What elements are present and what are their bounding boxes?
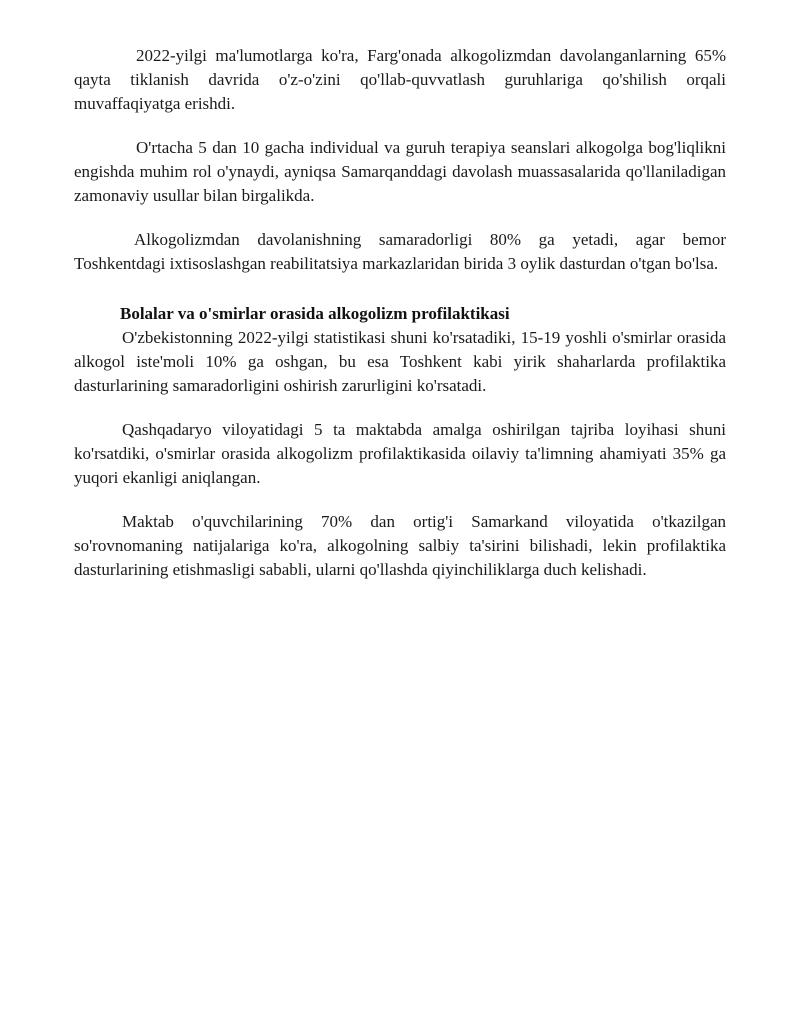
paragraph-fergana-recovery: 2022-yilgi ma'lumotlarga ko'ra, Farg'onada alkogolizmdan davolanganlarning 65% qayta tiklanish davrida o'z-o'zini qo'llab-quvvatlash guruhlariga qo'shilish orqali muvaffaqiyatga erishdi. [74, 46, 726, 113]
paragraph-kashkadarya-project: Qashqadaryo viloyatidagi 5 ta maktabda amalga oshirilgan tajriba loyihasi shuni ko'rsatdiki, o'smirlar orasida alkogolizm profilaktikasida oilaviy ta'limning ahamiyati 35% ga yuqori ekanligi aniqlangan. [74, 420, 726, 487]
document-page [74, 44, 726, 602]
paragraph-therapy-sessions: O'rtacha 5 dan 10 gacha individual va guruh terapiya seanslari alkogolga bog'liqlikni engishda muhim rol o'ynaydi, ayniqsa Samarqanddagi davolash muassasalarida qo'llaniladigan zamonaviy usullar bilan birgalikda. [74, 138, 726, 205]
paragraph-treatment-effectiveness: Alkogolizmdan davolanishning samaradorligi 80% ga yetadi, agar bemor Toshkentdagi ixtisoslashgan reabilitatsiya markazlaridan birida 3 oylik dasturdan o'tgan bo'lsa. [74, 230, 726, 273]
paragraph-teen-statistics: O'zbekistonning 2022-yilgi statistikasi shuni ko'rsatadiki, 15-19 yoshli o'smirlar orasida alkogol iste'moli 10% ga oshgan, bu esa Toshkent kabi yirik shaharlarda profilaktika dasturlarining samaradorligini oshirish zarurligini ko'rsatadi. [74, 328, 726, 395]
paragraph-school-survey: Maktab o'quvchilarining 70% dan ortig'i Samarkand viloyatida o'tkazilgan so'rovnomaning natijalariga ko'ra, alkogolning salbiy ta'sirini bilishadi, lekin profilaktika dasturlarining etishmasligi sababli, ularni qo'llashda qiyinchiliklarga duch kelishadi. [74, 512, 726, 579]
section-heading: Bolalar va o'smirlar orasida alkogolizm profilaktikasi [120, 304, 510, 323]
